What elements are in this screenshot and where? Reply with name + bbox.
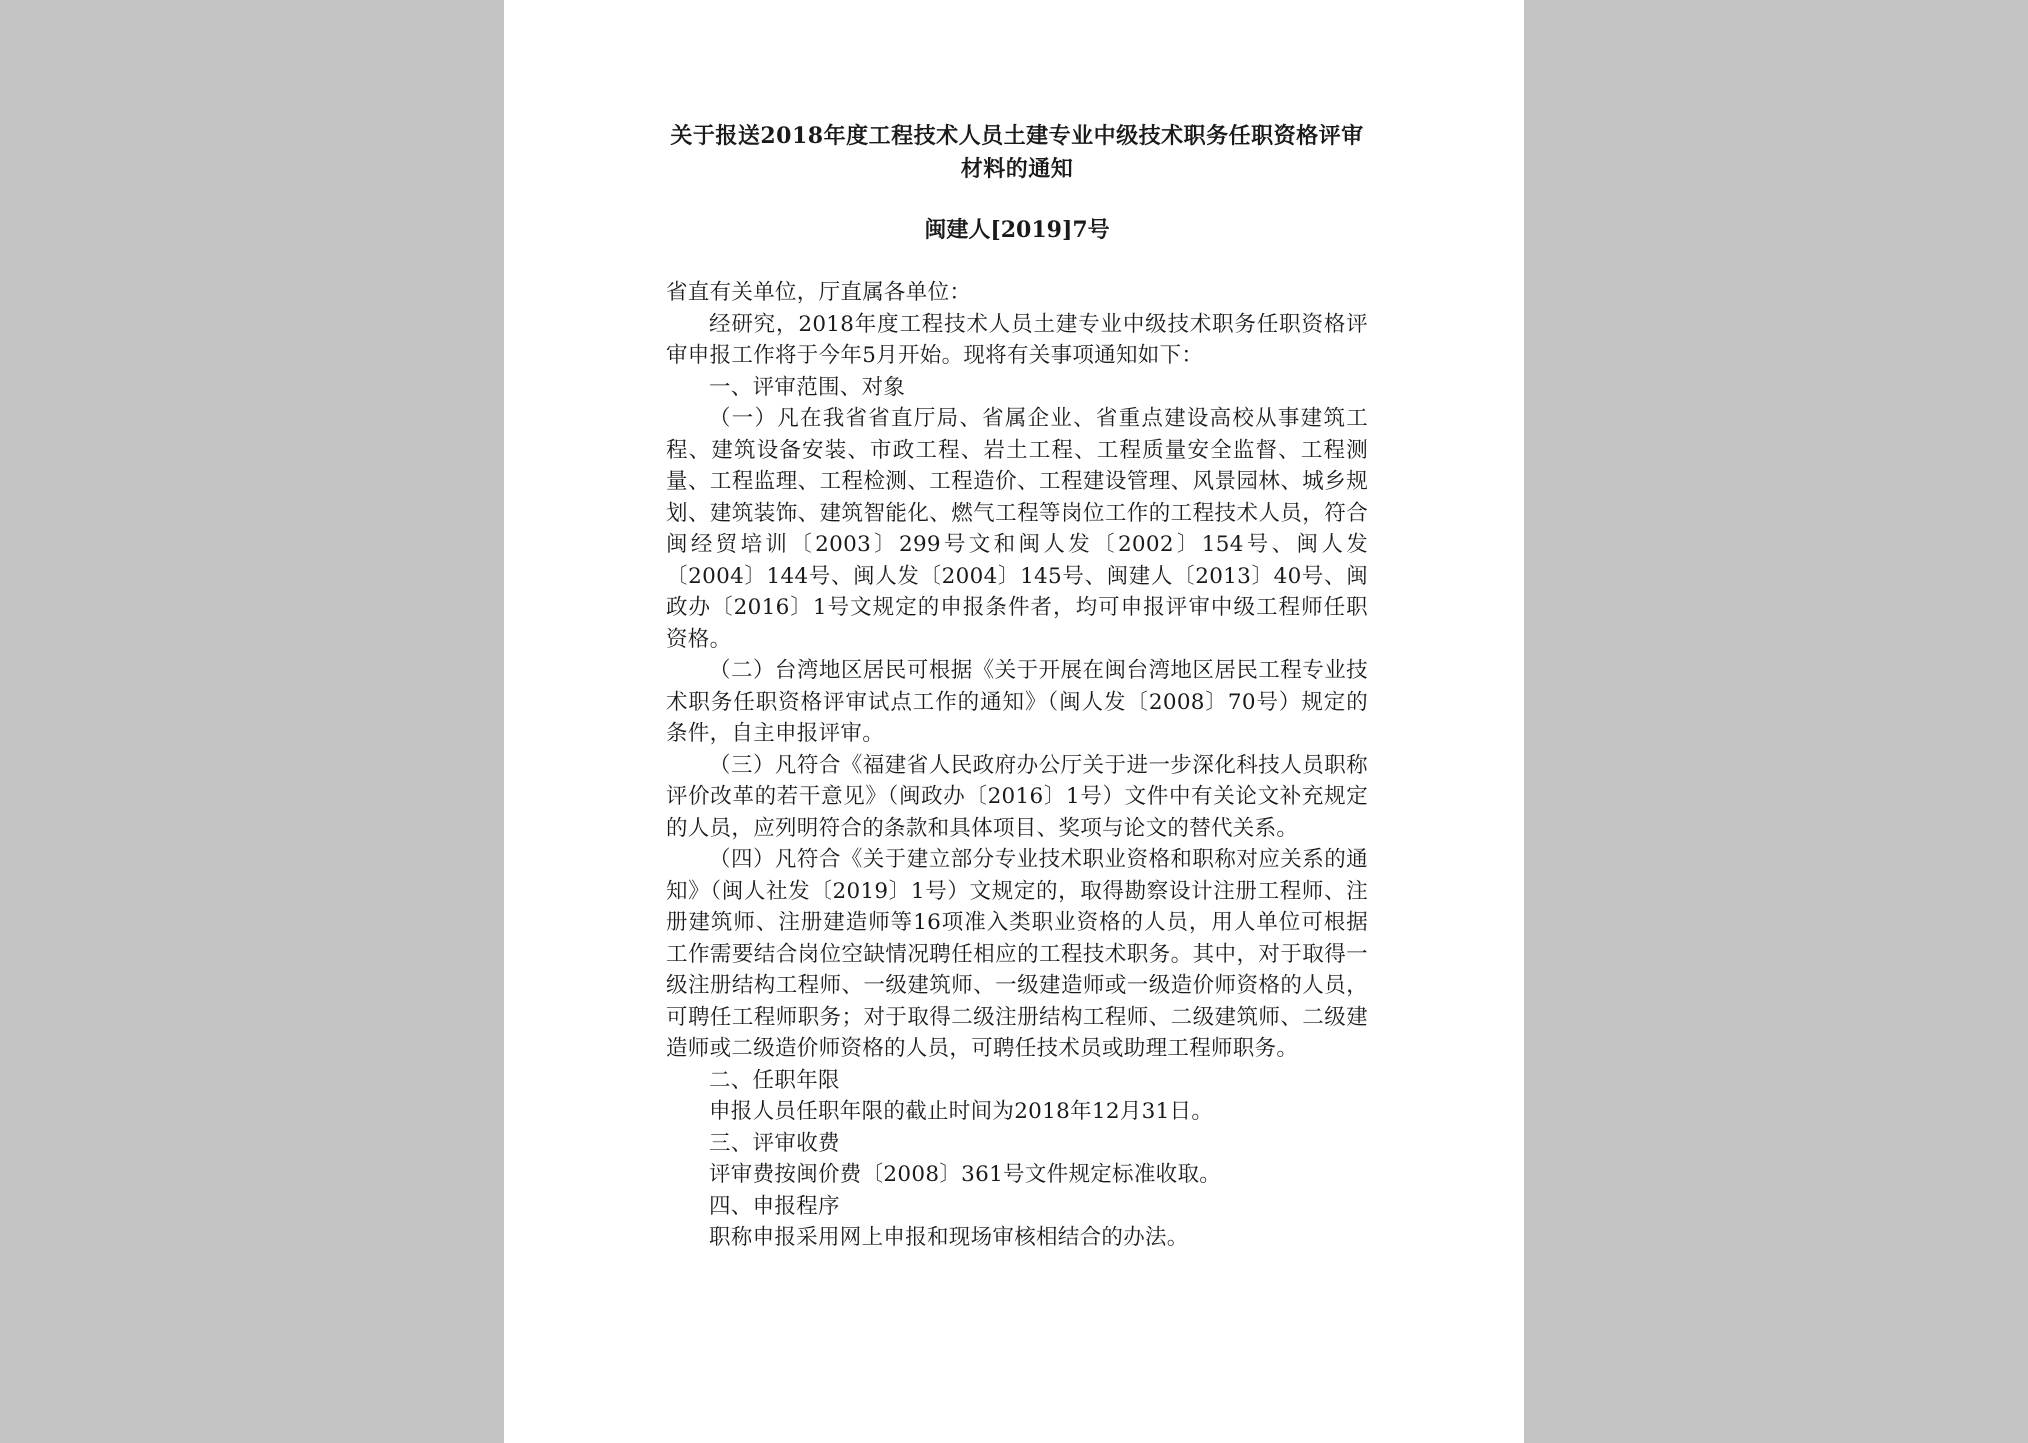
fees-paragraph: 评审费按闽价费〔2008〕361号文件规定标准收取。: [709, 1162, 1222, 1187]
document-content: [666, 120, 1368, 1254]
tenure-paragraph: 申报人员任职年限的截止时间为2018年12月31日。: [709, 1099, 1214, 1124]
scope-item-3: （三）凡符合《福建省人民政府办公厅关于进一步深化科技人员职称评价改革的若干意见》（闽政办〔2016〕1号）文件中有关论文补充规定的人员，应列明符合的条款和具体项目、奖项与论文的替代关系。: [666, 752, 1368, 841]
scope-item-4: （四）凡符合《关于建立部分专业技术职业资格和职称对应关系的通知》（闽人社发〔2019〕1号）文规定的，取得勘察设计注册工程师、注册建筑师、注册建造师等16项准入类职业资格的人员，用人单位可根据工作需要结合岗位空缺情况聘任相应的工程技术职务。其中，对于取得一级注册结构工程师、一级建筑师、一级建造师或一级造价师资格的人员，可聘任工程师职务；对于取得二级注册结构工程师、二级建筑师、二级建造师或二级造价师资格的人员，可聘任技术员或助理工程师职务。: [666, 847, 1368, 1061]
document-page: [504, 0, 1524, 1443]
procedure-paragraph: 职称申报采用网上申报和现场审核相结合的办法。: [709, 1225, 1189, 1250]
section-heading-fees: 三、评审收费: [709, 1130, 840, 1156]
section-heading-scope: 一、评审范围、对象: [709, 374, 906, 400]
salutation: 省直有关单位，厅直属各单位：: [666, 280, 972, 305]
section-heading-tenure: 二、任职年限: [709, 1067, 840, 1093]
section-heading-procedure: 四、申报程序: [709, 1193, 840, 1219]
scope-item-2: （二）台湾地区居民可根据《关于开展在闽台湾地区居民工程专业技术职务任职资格评审试点工作的通知》（闽人发〔2008〕70号）规定的条件，自主申报评审。: [666, 658, 1368, 746]
document-title: 关于报送2018年度工程技术人员土建专业中级技术职务任职资格评审材料的通知: [670, 123, 1364, 182]
document-number: 闽建人[2019]7号: [924, 217, 1110, 243]
scope-item-1: （一）凡在我省省直厅局、省属企业、省重点建设高校从事建筑工程、建筑设备安装、市政工程、岩土工程、工程质量安全监督、工程测量、工程监理、工程检测、工程造价、工程建设管理、风景园林、城乡规划、建筑装饰、建筑智能化、燃气工程等岗位工作的工程技术人员，符合闽经贸培训〔2003〕299号文和闽人发〔2002〕154号、闽人发〔2004〕144号、闽人发〔2004〕145号、闽建人〔2013〕40号、闽政办〔2016〕1号文规定的申报条件者，均可申报评审中级工程师任职资格。: [666, 406, 1368, 652]
intro-paragraph: 经研究，2018年度工程技术人员土建专业中级技术职务任职资格评审申报工作将于今年5月开始。现将有关事项通知如下：: [666, 311, 1368, 368]
